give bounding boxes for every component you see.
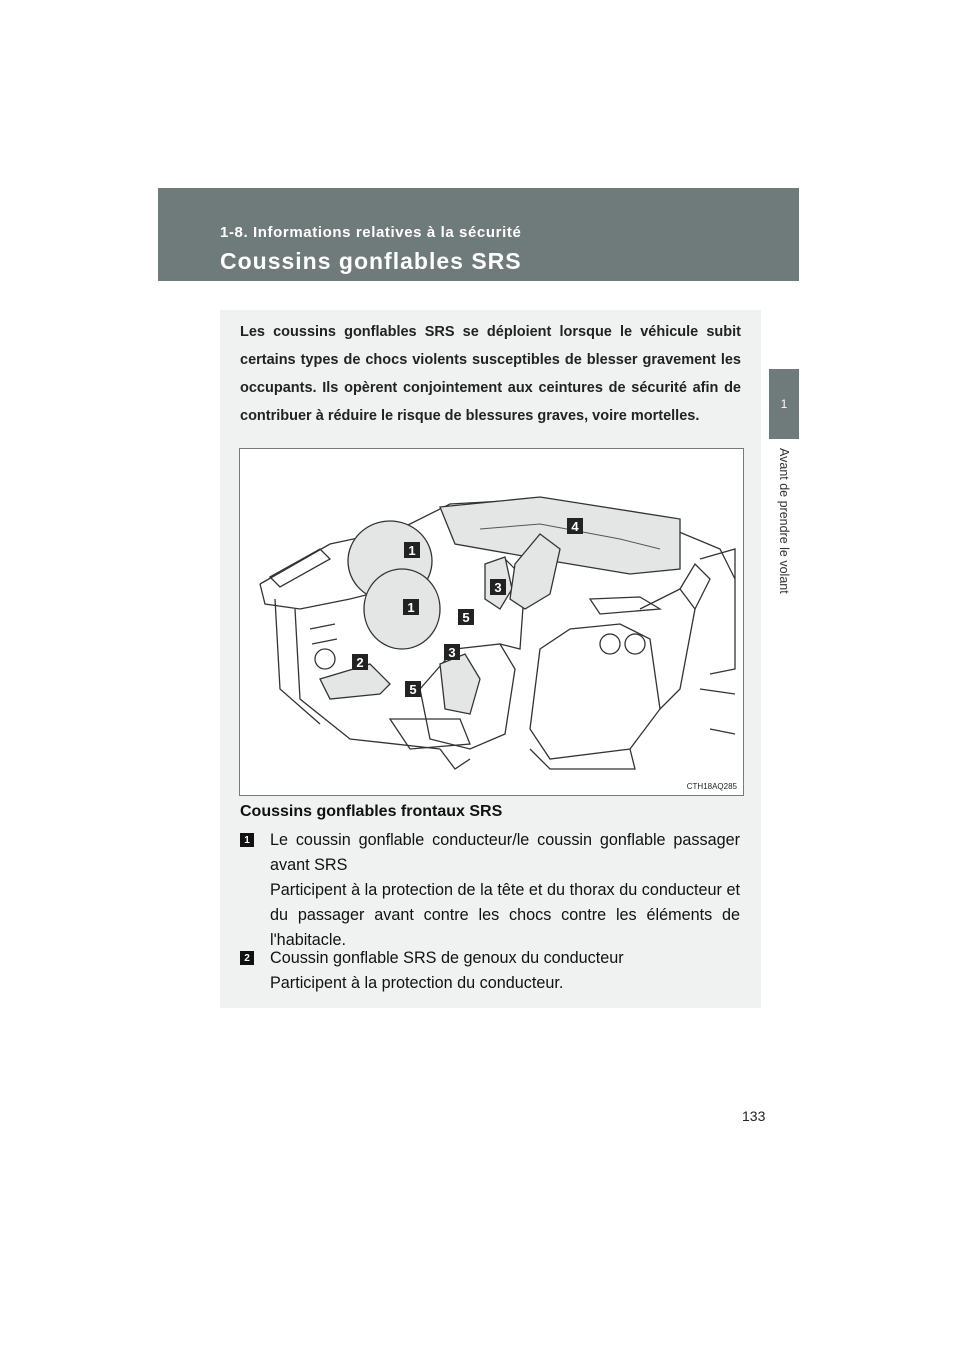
callout-3b [444, 644, 460, 660]
item-description: Participent à la protection de la tête et du thorax du conducteur et du passager avant contre les chocs contre les éléments de l'habitacle. [270, 881, 740, 949]
list-item-front-airbags [240, 828, 740, 953]
callout-5b [405, 681, 421, 697]
callout-5a [458, 609, 474, 625]
callout-3a [490, 579, 506, 595]
svg-text:5: 5 [409, 682, 417, 697]
svg-text:3: 3 [494, 580, 502, 595]
intro-paragraph: Les coussins gonflables SRS se déploient lorsque le véhicule subit certains types de chocs violents susceptibles de blesser gravement les occupants. Ils opèrent conjointement aux ceintures de sécurité afin de contribuer à réduire le risque de blessures graves, voire mortelles. [240, 324, 741, 424]
item-description: Participent à la protection du conducteur. [270, 974, 564, 992]
list-item-knee-airbag [240, 946, 740, 996]
svg-text:3: 3 [448, 645, 456, 660]
item-title: Coussin gonflable SRS de genoux du conducteur [270, 949, 624, 967]
header-band [158, 188, 799, 281]
content-panel [220, 310, 761, 1008]
svg-text:1: 1 [408, 543, 416, 558]
section-subheading: Coussins gonflables frontaux SRS [240, 803, 503, 820]
page-number: 133 [742, 1108, 766, 1124]
callout-1b [403, 599, 419, 615]
svg-text:5: 5 [462, 610, 470, 625]
item-marker: 1 [240, 833, 254, 847]
chapter-tab[interactable] [769, 369, 799, 439]
item-title: Le coussin gonflable conducteur/le coussin gonflable passager avant SRS [270, 831, 740, 874]
callout-2 [352, 654, 368, 670]
svg-text:1: 1 [407, 600, 415, 615]
page-title: Coussins gonflables SRS [220, 248, 522, 274]
svg-text:2: 2 [356, 655, 364, 670]
callout-1a [404, 542, 420, 558]
section-label: 1-8. Informations relatives à la sécurité [220, 224, 522, 241]
chapter-number: 1 [780, 397, 788, 411]
svg-text:4: 4 [571, 519, 579, 534]
figure-code: CTH18AQ285 [686, 782, 737, 791]
chapter-label: Avant de prendre le volant [777, 448, 791, 594]
car-interior-drawing [240, 449, 743, 795]
item-marker: 2 [240, 951, 254, 965]
airbag-illustration [239, 448, 744, 796]
callout-4 [567, 518, 583, 534]
